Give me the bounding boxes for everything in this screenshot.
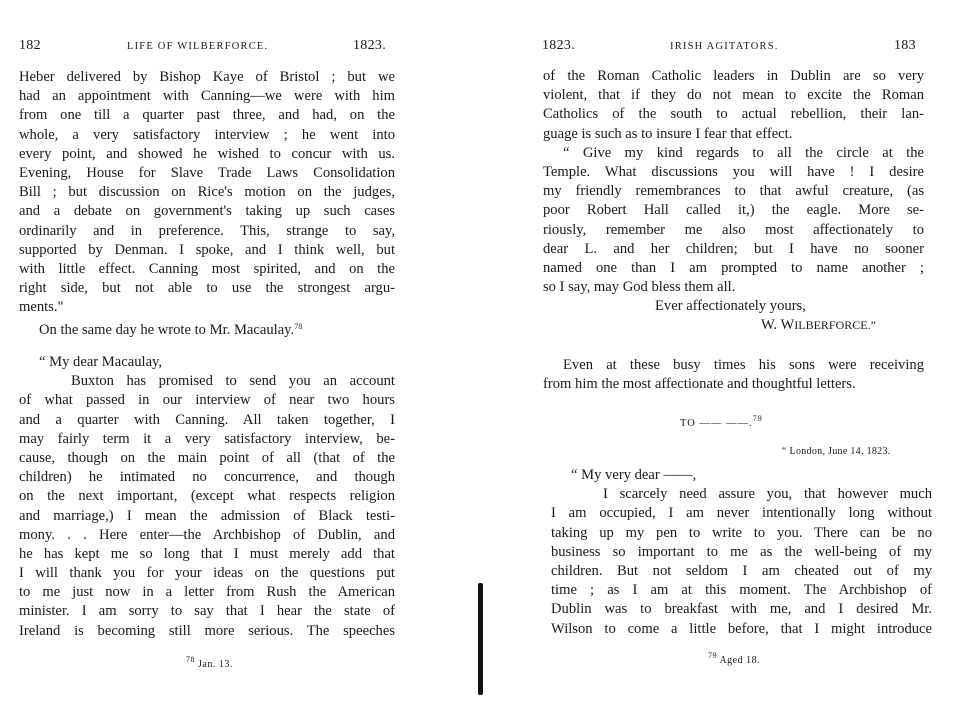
right-para2 <box>543 356 924 394</box>
text-line: and marriage,) I mean the admission of Black testi- <box>19 507 395 524</box>
right-page <box>490 0 980 705</box>
footnote-marker: 79 <box>708 651 717 660</box>
text-line: every point, and showed he wished to concur with us. <box>19 145 395 162</box>
text-line: Even at these busy times his sons were receiving <box>563 357 924 373</box>
text-line: minister. I am sorry to say that I hear the state of <box>19 603 395 620</box>
text-line: from him the most affectionate and thoughtful letters. <box>543 376 856 393</box>
right-page-number: 183 <box>894 38 916 53</box>
letter-recipient: TO —— ——.$^{79}$ <box>680 414 763 429</box>
text-line: and a quarter with Canning. All taken together, I <box>19 411 395 428</box>
text-line: right side, but not able to use the strongest argu- <box>19 280 395 297</box>
letter-signature: W. WILBERFORCE.” <box>761 317 876 334</box>
text-line: Catholics of the south to actual rebellion, their lan- <box>543 106 924 123</box>
text-line: time ; as I am at this moment. The Archbishop of <box>551 582 932 599</box>
letter-dateline: “ London, June 14, 1823. <box>782 446 891 457</box>
text-line: “ Give my kind regards to all the circle at the <box>563 144 924 161</box>
text-line: Bill ; but discussion on Rice's motion on the judges, <box>19 184 395 201</box>
text-line: of the Roman Catholic leaders in Dublin are so very <box>543 68 924 84</box>
text-line: named one than I am prompted to name another ; <box>543 259 924 276</box>
text-line: with little effect. Canning most spirited, and on the <box>19 260 395 277</box>
text-line: riously, remember me also most affectionately to <box>543 221 924 238</box>
text-line: from one till a quarter past three, and had, on the <box>19 107 395 124</box>
text-line: on the next important, (except what respects religion <box>19 488 395 505</box>
footnote-marker: 78 <box>186 655 195 664</box>
text-line: I am occupied, I am never intentionally long without <box>551 505 932 522</box>
letter-salutation: “ My dear Macaulay, <box>39 354 163 370</box>
letter-salutation: “ My very dear ——, <box>571 467 697 483</box>
right-footnote <box>708 651 760 666</box>
text-line: I scarcely need assure you, that however much <box>603 486 932 503</box>
text-line: ordinarily and in preference. This, strange to say, <box>19 222 395 239</box>
left-body <box>19 68 395 337</box>
text-line: violent, that if they do not mean to excite the Roman <box>543 87 924 104</box>
text-line: mony. . . Here enter—the Archbishop of Dublin, and <box>19 526 395 543</box>
text-line: children. But not seldom I am cheated out of my <box>551 562 932 579</box>
text-line: so I say, may God bless them all. <box>543 279 736 296</box>
text-line: cause, though on the main point of all (that of the <box>19 449 395 466</box>
text-line: I will thank you for your ideas on the questions put <box>19 565 395 582</box>
text-line: and a debate on government's taking up such cases <box>19 203 395 220</box>
text-line: Buxton has promised to send you an account <box>71 373 395 390</box>
footnote-marker: 79 <box>752 414 763 423</box>
text-line: children) he intimated no concurrence, and though <box>19 469 395 486</box>
text-line: my friendly remembrances to that awful creature, (as <box>543 183 924 200</box>
text-line: ments." <box>19 299 64 316</box>
left-year: 1823. <box>353 38 386 53</box>
text-line: whole, a very satisfactory interview ; he went into <box>19 126 395 143</box>
left-running-head: LIFE OF WILBERFORCE. <box>127 41 269 52</box>
left-letter <box>19 353 395 641</box>
text-line: to me just now in a letter from Rush the American <box>19 584 395 601</box>
text-line: may fairly term it a very satisfactory interview, be- <box>19 430 395 447</box>
same-day-line: On the same day he wrote to Mr. Macaulay.$^{78}$ <box>39 322 303 339</box>
text-line: of what passed in our interview of near two hours <box>19 392 395 409</box>
text-line: business so important to me as the well-being of my <box>551 543 932 560</box>
footnote-text: Aged 18. <box>719 655 761 666</box>
letter-closing: Ever affectionately yours, <box>655 298 806 315</box>
text-line: Temple. What discussions you will have ! I desire <box>543 163 924 180</box>
footnote-marker: 78 <box>294 322 303 332</box>
text-line: guage is such as to insure I fear that effect. <box>543 125 793 142</box>
left-footnote <box>186 655 233 670</box>
gutter-fold-mark <box>478 583 483 695</box>
text-line: Ireland is becoming still more serious. The speeches <box>19 622 395 639</box>
text-line: Heber delivered by Bishop Kaye of Bristol ; but we <box>19 69 395 85</box>
text-line: supported by Denman. I spoke, and I think well, but <box>19 241 395 258</box>
text-line: he has kept me so long that I must merely add that <box>19 545 395 562</box>
footnote-text: Jan. 13. <box>198 659 233 670</box>
text-line: Wilson to come a little before, that I might introduce <box>551 620 932 637</box>
right-running-head: IRISH AGITATORS. <box>670 41 779 52</box>
text-line: Evening, House for Slave Trade Laws Consolidation <box>19 164 395 181</box>
text-line: had an appointment with Canning—we were with him <box>19 88 395 105</box>
left-page-number: 182 <box>19 38 41 53</box>
right-body <box>543 67 924 336</box>
text-line: Dublin was to breakfast with me, and I desired Mr. <box>551 601 932 618</box>
right-year: 1823. <box>542 38 575 53</box>
text-line: taking up my pen to write to you. There can be no <box>551 524 932 541</box>
text-line: poor Robert Hall called it,) the eagle. More se- <box>543 202 924 219</box>
right-letter <box>551 466 932 639</box>
text-line: dear L. and her children; but I have no sooner <box>543 240 924 257</box>
